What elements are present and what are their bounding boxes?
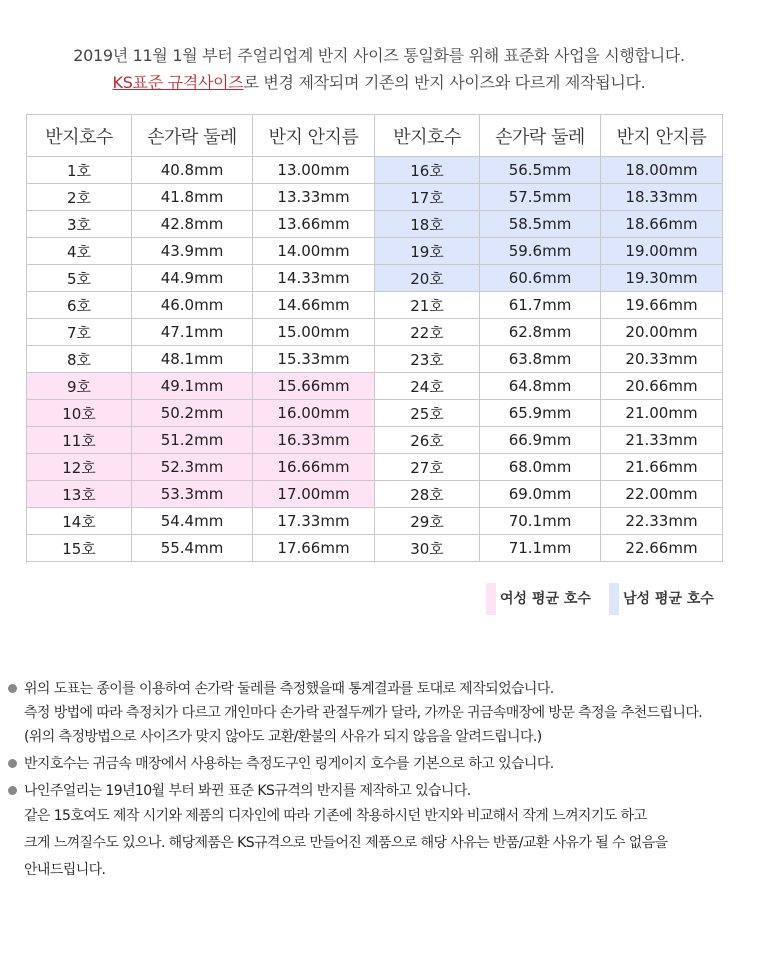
- table-cell: 56.5mm: [480, 157, 601, 184]
- table-cell: 68.0mm: [480, 454, 601, 481]
- table-cell: 22.00mm: [601, 481, 723, 508]
- legend-male-label: 남성 평균 호수: [623, 591, 714, 607]
- note-item: [8, 677, 758, 749]
- intro-line-2-rest: 로 변경 제작되며 기존의 반지 사이즈와 다르게 제작됩니다.: [243, 73, 646, 92]
- bullet-icon: [8, 759, 17, 768]
- note-line: 같은 15호여도 제작 시기와 제품의 디자인에 따라 기존에 착용하시던 반지와 비교해서 작게 느껴지기도 하고: [24, 808, 647, 824]
- table-cell: 55.4mm: [132, 535, 253, 562]
- table-cell: 60.6mm: [480, 265, 601, 292]
- table-cell: 5호: [27, 265, 132, 292]
- table-cell: 17.66mm: [253, 535, 375, 562]
- table-cell: 11호: [27, 427, 132, 454]
- table-cell: 13.66mm: [253, 211, 375, 238]
- ks-standard-highlight: KS표준 규격사이즈: [112, 73, 244, 92]
- legend-female: [486, 583, 591, 615]
- column-header: 반지호수: [27, 115, 132, 157]
- table-cell: 24호: [375, 373, 480, 400]
- table-row: [27, 184, 723, 211]
- table-cell: 14.66mm: [253, 292, 375, 319]
- table-cell: 20호: [375, 265, 480, 292]
- table-cell: 58.5mm: [480, 211, 601, 238]
- table-cell: 21.33mm: [601, 427, 723, 454]
- table-cell: 52.3mm: [132, 454, 253, 481]
- intro-line-2: [0, 69, 758, 96]
- table-cell: 27호: [375, 454, 480, 481]
- table-cell: 13.00mm: [253, 157, 375, 184]
- note-item: [8, 779, 758, 884]
- table-cell: 42.8mm: [132, 211, 253, 238]
- table-cell: 4호: [27, 238, 132, 265]
- table-cell: 26호: [375, 427, 480, 454]
- bullet-icon: [8, 786, 17, 795]
- table-cell: 70.1mm: [480, 508, 601, 535]
- table-cell: 15.00mm: [253, 319, 375, 346]
- table-row: [27, 238, 723, 265]
- table-cell: 43.9mm: [132, 238, 253, 265]
- table-cell: 15.66mm: [253, 373, 375, 400]
- note-line: (위의 측정방법으로 사이즈가 맞지 않아도 교환/환불의 사유가 되지 않음을 알려드립니다.): [24, 729, 542, 745]
- table-cell: 14.00mm: [253, 238, 375, 265]
- table-cell: 19.30mm: [601, 265, 723, 292]
- table-cell: 20.33mm: [601, 346, 723, 373]
- intro-text: [0, 42, 758, 96]
- table-cell: 17.00mm: [253, 481, 375, 508]
- table-cell: 13호: [27, 481, 132, 508]
- table-cell: 18.66mm: [601, 211, 723, 238]
- table-cell: 22호: [375, 319, 480, 346]
- legend-male: [609, 583, 714, 615]
- table-cell: 20.00mm: [601, 319, 723, 346]
- ring-size-table: [26, 114, 723, 562]
- table-cell: 7호: [27, 319, 132, 346]
- table-cell: 53.3mm: [132, 481, 253, 508]
- bullet-icon: [8, 684, 17, 693]
- legend-female-label: 여성 평균 호수: [500, 591, 591, 607]
- note-line: 측정 방법에 따라 측정치가 다르고 개인마다 손가락 관절두께가 달라, 가까운 귀금속매장에 방문 측정을 추천드립니다.: [24, 705, 703, 721]
- column-header: 반지호수: [375, 115, 480, 157]
- column-header: 손가락 둘레: [132, 115, 253, 157]
- table-row: [27, 535, 723, 562]
- table-row: [27, 157, 723, 184]
- table-cell: 48.1mm: [132, 346, 253, 373]
- table-row: [27, 292, 723, 319]
- table-cell: 15.33mm: [253, 346, 375, 373]
- table-cell: 29호: [375, 508, 480, 535]
- table-header-row: [27, 115, 723, 157]
- table-cell: 54.4mm: [132, 508, 253, 535]
- table-cell: 19.00mm: [601, 238, 723, 265]
- table-cell: 18호: [375, 211, 480, 238]
- table-cell: 16.33mm: [253, 427, 375, 454]
- table-cell: 71.1mm: [480, 535, 601, 562]
- table-cell: 13.33mm: [253, 184, 375, 211]
- table-row: [27, 319, 723, 346]
- table-cell: 21호: [375, 292, 480, 319]
- table-cell: 41.8mm: [132, 184, 253, 211]
- column-header: 반지 안지름: [601, 115, 723, 157]
- table-row: [27, 346, 723, 373]
- table-row: [27, 481, 723, 508]
- table-cell: 19호: [375, 238, 480, 265]
- table-cell: 19.66mm: [601, 292, 723, 319]
- table-body: [27, 157, 723, 562]
- table-cell: 28호: [375, 481, 480, 508]
- table-cell: 22.33mm: [601, 508, 723, 535]
- table-cell: 65.9mm: [480, 400, 601, 427]
- table-cell: 16.00mm: [253, 400, 375, 427]
- table-cell: 8호: [27, 346, 132, 373]
- table-cell: 21.00mm: [601, 400, 723, 427]
- table-cell: 16호: [375, 157, 480, 184]
- table-cell: 64.8mm: [480, 373, 601, 400]
- table-cell: 2호: [27, 184, 132, 211]
- table-cell: 57.5mm: [480, 184, 601, 211]
- table-cell: 69.0mm: [480, 481, 601, 508]
- note-item: [8, 752, 758, 776]
- table-cell: 17.33mm: [253, 508, 375, 535]
- table-cell: 16.66mm: [253, 454, 375, 481]
- table-cell: 23호: [375, 346, 480, 373]
- intro-line-1: 2019년 11월 1월 부터 주얼리업계 반지 사이즈 통일화를 위해 표준화 사업을 시행합니다.: [73, 46, 685, 65]
- note-line: 위의 도표는 종이를 이용하여 손가락 둘레를 측정했을때 통계결과를 토대로 제작되었습니다.: [24, 681, 554, 697]
- table-cell: 15호: [27, 535, 132, 562]
- table-cell: 63.8mm: [480, 346, 601, 373]
- table-cell: 62.8mm: [480, 319, 601, 346]
- table-cell: 14호: [27, 508, 132, 535]
- column-header: 손가락 둘레: [480, 115, 601, 157]
- table-cell: 40.8mm: [132, 157, 253, 184]
- table-row: [27, 400, 723, 427]
- table-cell: 47.1mm: [132, 319, 253, 346]
- table-cell: 20.66mm: [601, 373, 723, 400]
- table-cell: 18.00mm: [601, 157, 723, 184]
- note-line: 나인주얼리는 19년10월 부터 봐뀐 표준 KS규격의 반지를 제작하고 있습니다.: [24, 783, 471, 799]
- table-row: [27, 427, 723, 454]
- table-cell: 51.2mm: [132, 427, 253, 454]
- legend-female-swatch: [486, 583, 496, 615]
- table-row: [27, 373, 723, 400]
- table-cell: 66.9mm: [480, 427, 601, 454]
- column-header: 반지 안지름: [253, 115, 375, 157]
- legend-male-swatch: [609, 583, 619, 615]
- table-cell: 44.9mm: [132, 265, 253, 292]
- table-row: [27, 265, 723, 292]
- table-cell: 30호: [375, 535, 480, 562]
- table-cell: 10호: [27, 400, 132, 427]
- table-row: [27, 211, 723, 238]
- table-cell: 9호: [27, 373, 132, 400]
- table-cell: 50.2mm: [132, 400, 253, 427]
- table-cell: 61.7mm: [480, 292, 601, 319]
- notes-section: [8, 677, 758, 884]
- note-line: 크게 느껴질수도 있으나. 해당제품은 KS규격으로 만들어진 제품으로 해당 사유는 반품/교환 사유가 될 수 없음을: [24, 835, 668, 851]
- table-cell: 49.1mm: [132, 373, 253, 400]
- table-row: [27, 508, 723, 535]
- table-cell: 17호: [375, 184, 480, 211]
- table-cell: 25호: [375, 400, 480, 427]
- table-cell: 18.33mm: [601, 184, 723, 211]
- table-cell: 59.6mm: [480, 238, 601, 265]
- table-cell: 46.0mm: [132, 292, 253, 319]
- table-row: [27, 454, 723, 481]
- table-cell: 1호: [27, 157, 132, 184]
- table-cell: 21.66mm: [601, 454, 723, 481]
- table-cell: 3호: [27, 211, 132, 238]
- note-line: 안내드립니다.: [24, 862, 106, 878]
- table-cell: 14.33mm: [253, 265, 375, 292]
- table-cell: 22.66mm: [601, 535, 723, 562]
- table-cell: 12호: [27, 454, 132, 481]
- note-line: 반지호수는 귀금속 매장에서 사용하는 측정도구인 링게이지 호수를 기본으로 하고 있습니다.: [24, 756, 554, 772]
- table-cell: 6호: [27, 292, 132, 319]
